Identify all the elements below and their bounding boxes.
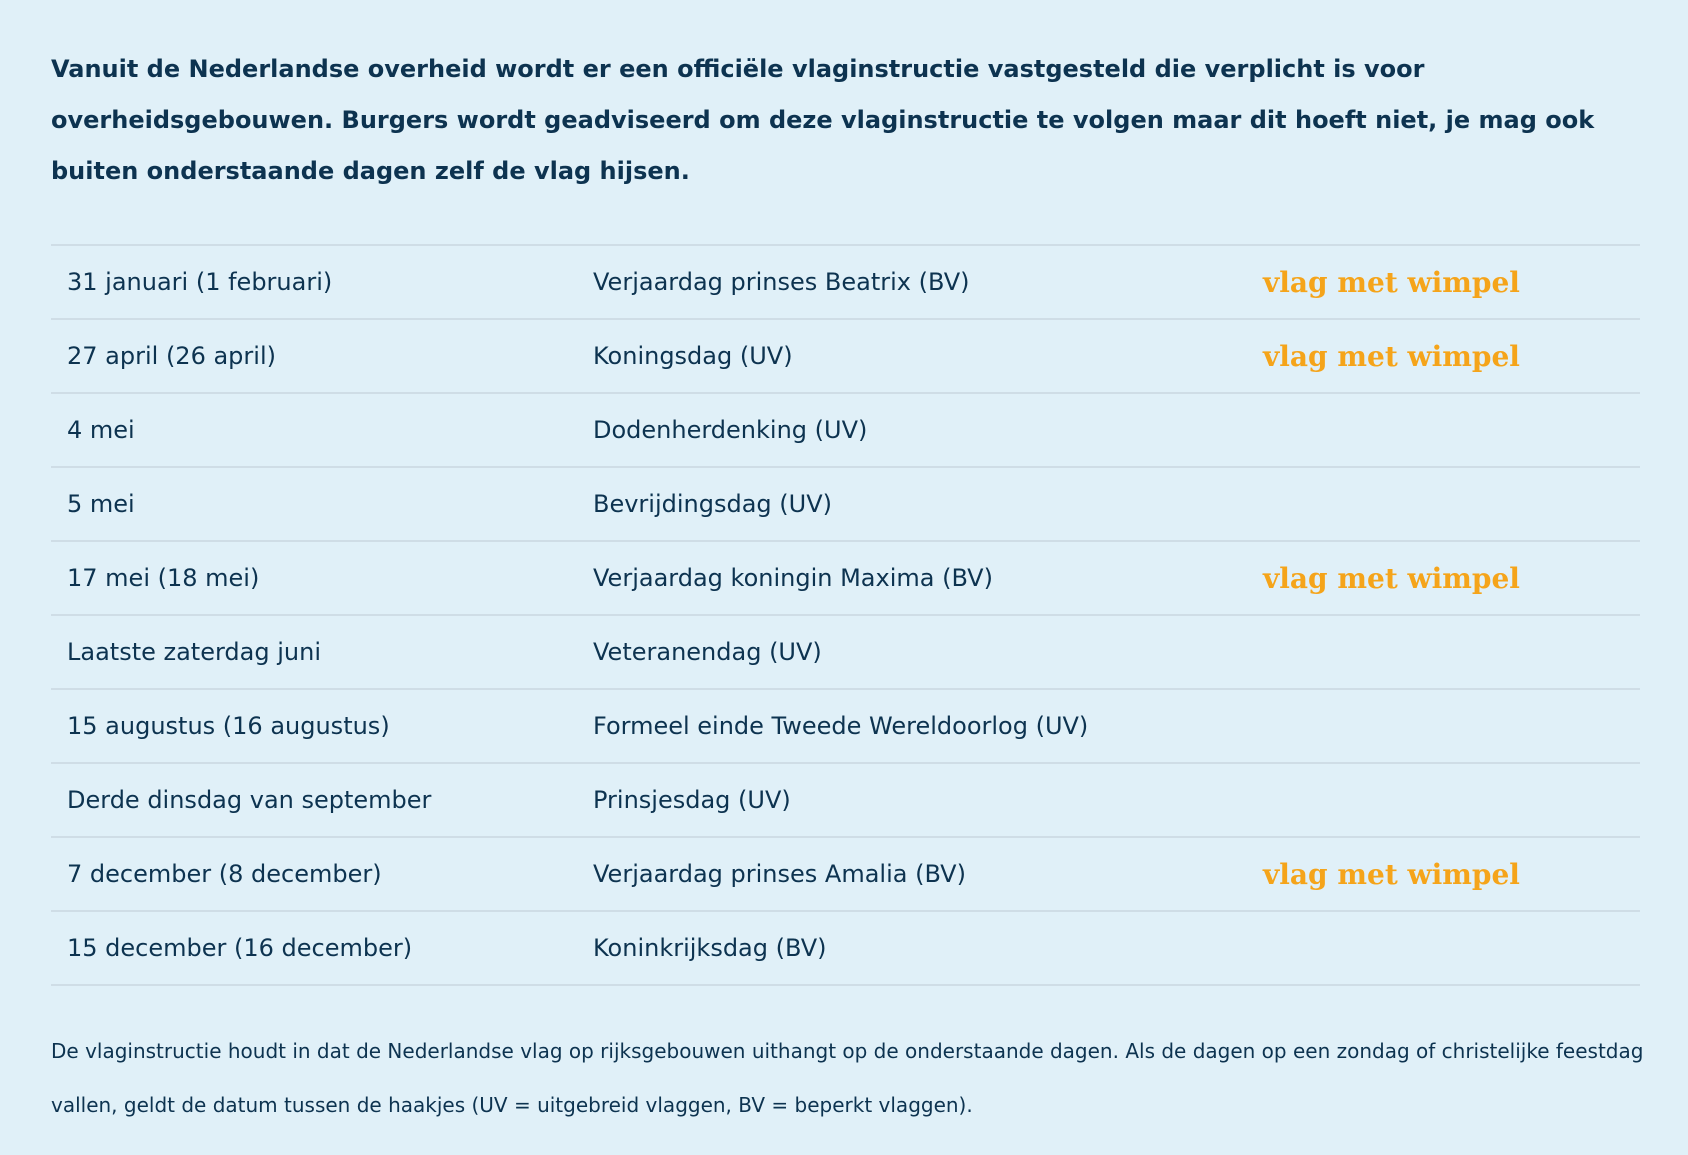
table-row xyxy=(51,541,1640,615)
date-cell: 27 april (26 april) xyxy=(67,342,276,370)
footnote-text: De vlaginstructie houdt in dat de Nederlandse vlag op rijksgebouwen uithangt op de onderstaande dagen. Als de dagen op een zondag of christelijke feestdag vallen, geldt de datum tussen de haakjes (UV = uitgebreid vlaggen, BV = beperkt vlaggen). xyxy=(51,1039,1644,1117)
flag-note-cell xyxy=(1263,467,1640,541)
event-cell: Dodenherdenking (UV) xyxy=(593,416,868,444)
flag-note-cell xyxy=(1263,911,1640,985)
date-cell: 15 augustus (16 augustus) xyxy=(67,712,390,740)
date-cell: 31 januari (1 februari) xyxy=(67,268,333,296)
table-row xyxy=(51,763,1640,837)
table-row xyxy=(51,911,1640,985)
table-row xyxy=(51,245,1640,319)
event-cell: Verjaardag prinses Amalia (BV) xyxy=(593,860,966,888)
event-cell: Koninkrijksdag (BV) xyxy=(593,934,827,962)
date-cell: Derde dinsdag van september xyxy=(67,786,432,814)
date-cell: Laatste zaterdag juni xyxy=(67,638,321,666)
table-row xyxy=(51,319,1640,393)
flag-note-cell: vlag met wimpel xyxy=(1263,265,1520,299)
date-cell: 17 mei (18 mei) xyxy=(67,564,260,592)
flag-note-cell: vlag met wimpel xyxy=(1263,339,1520,373)
flag-note-cell xyxy=(1263,393,1640,467)
flag-days-table xyxy=(51,244,1640,986)
flag-note-cell: vlag met wimpel xyxy=(1263,561,1520,595)
event-cell: Formeel einde Tweede Wereldoorlog (UV) xyxy=(593,712,1089,740)
event-cell: Koningsdag (UV) xyxy=(593,342,793,370)
date-cell: 4 mei xyxy=(67,416,135,444)
flag-note-cell xyxy=(1263,763,1640,837)
table-row xyxy=(51,689,1640,763)
table-row xyxy=(51,467,1640,541)
flag-note-cell xyxy=(1263,689,1640,763)
table-row xyxy=(51,393,1640,467)
event-cell: Veteranendag (UV) xyxy=(593,638,822,666)
flag-note-cell: vlag met wimpel xyxy=(1263,857,1520,891)
date-cell: 7 december (8 december) xyxy=(67,860,382,888)
event-cell: Bevrijdingsdag (UV) xyxy=(593,490,833,518)
intro-text: Vanuit de Nederlandse overheid wordt er een officiële vlaginstructie vastgesteld die verplicht is voor overheidsgebouwen. Burgers wordt geadviseerd om deze vlaginstructie te volgen maar dit hoeft niet, je mag ook buiten onderstaande dagen zelf de vlag hijsen. xyxy=(51,55,1595,185)
table-row xyxy=(51,837,1640,911)
event-cell: Verjaardag koningin Maxima (BV) xyxy=(593,564,993,592)
date-cell: 5 mei xyxy=(67,490,135,518)
event-cell: Prinsjesdag (UV) xyxy=(593,786,791,814)
flag-note-cell xyxy=(1263,615,1640,689)
table-row xyxy=(51,615,1640,689)
event-cell: Verjaardag prinses Beatrix (BV) xyxy=(593,268,970,296)
date-cell: 15 december (16 december) xyxy=(67,934,413,962)
